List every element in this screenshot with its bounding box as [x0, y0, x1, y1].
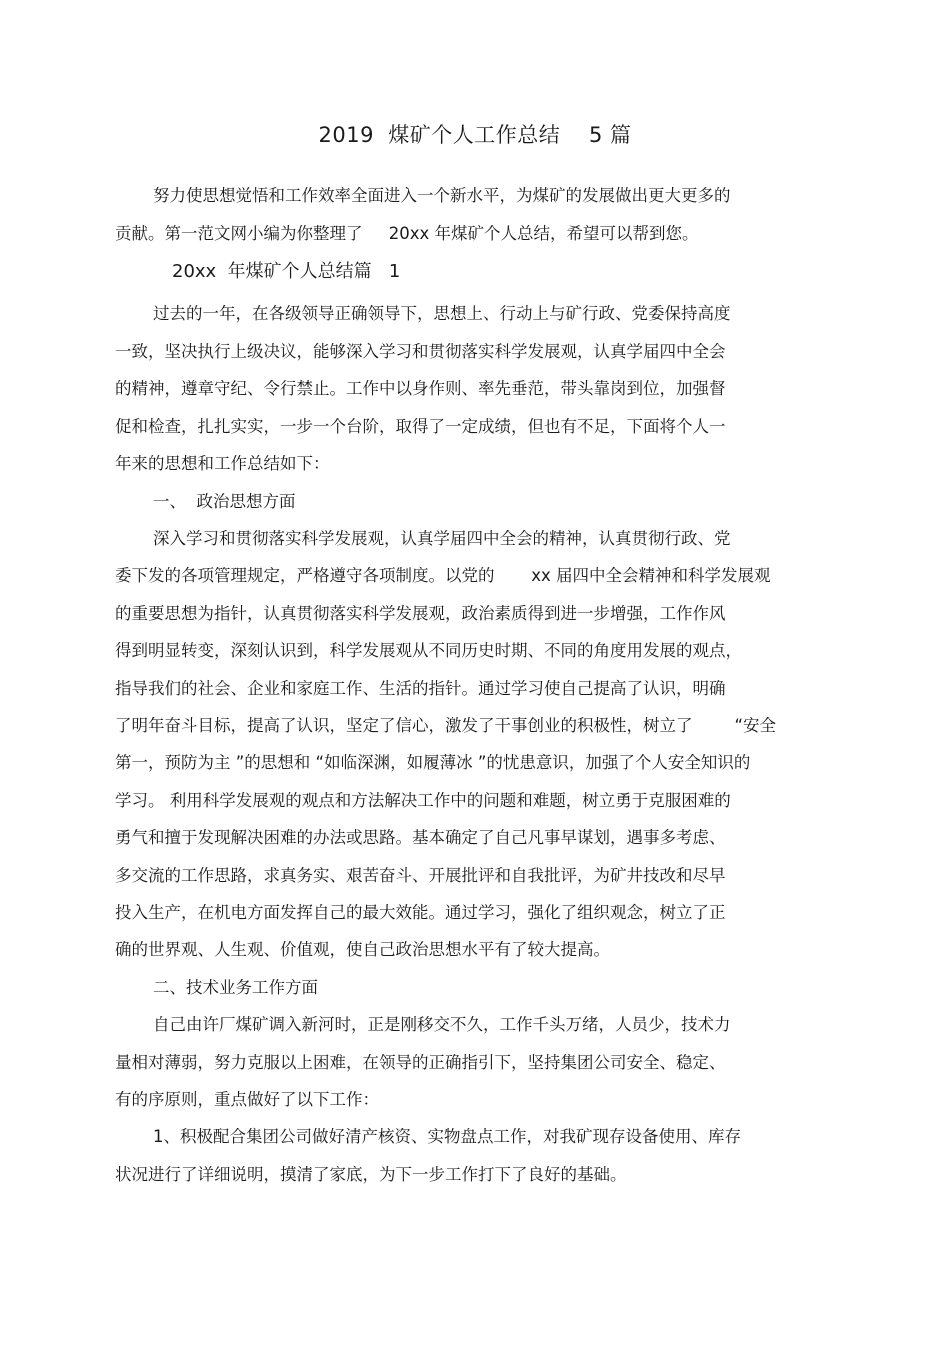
para2-line-2: 委下发的各项管理规定，严格遵守各项制度。以党的 xx 届四中全会精神和科学发展观: [115, 566, 771, 585]
para1-line-3: 的精神，遵章守纪、令行禁止。工作中以身作则、率先垂范，带头靠岗到位，加强督: [115, 379, 726, 398]
para2-line-6: 了明年奋斗目标，提高了认识，坚定了信心，激发了干事创业的积极性，树立了 “安全: [115, 716, 777, 735]
para1-line-5: 年来的思想和工作总结如下：: [115, 454, 330, 473]
intro-line-1: 努力使思想觉悟和工作效率全面进入一个新水平，为煤矿的发展做出更大更多的: [153, 186, 731, 205]
section-title: 20xx 年煤矿个人总结篇 1: [172, 261, 401, 282]
para2-line-1: 深入学习和贯彻落实科学发展观，认真学届四中全会的精神，认真贯彻行政、党: [153, 529, 731, 548]
intro-line-2: 贡献。第一范文网小编为你整理了 20xx 年煤矿个人总结，希望可以帮到您。: [115, 224, 699, 243]
para3-line-2: 量相对薄弱，努力克服以上困难，在领导的正确指引下，坚持集团公司安全、稳定、: [115, 1053, 726, 1072]
heading-political: 一、 政治思想方面: [153, 492, 296, 511]
para2-line-11: 投入生产，在机电方面发挥自己的最大效能。通过学习，强化了组织观念，树立了正: [115, 903, 726, 922]
para3-line-1: 自己由许厂煤矿调入新河时，正是刚移交不久，工作千头万绪，人员少，技术力: [153, 1015, 731, 1034]
para1-line-4: 促和检查，扎扎实实，一步一个台阶，取得了一定成绩，但也有不足，下面将个人一: [115, 417, 726, 436]
para2-line-3: 的重要思想为指针，认真贯彻落实科学发展观，政治素质得到进一步增强，工作作风: [115, 604, 726, 623]
para2-line-4: 得到明显转变，深刻认识到，科学发展观从不同历史时期、不同的角度用发展的观点，: [115, 641, 742, 660]
para2-line-7: 第一，预防为主 ”的思想和 “如临深渊，如履薄冰 ”的忧患意识，加强了个人安全知识的: [115, 753, 751, 772]
para2-line-5: 指导我们的社会、企业和家庭工作、生活的指针。通过学习使自己提高了认识，明确: [115, 679, 726, 698]
para2-line-9: 勇气和擅于发现解决困难的办法或思路。基本确定了自己凡事早谋划，遇事多考虑、: [115, 828, 726, 847]
heading-technical: 二、技术业务工作方面: [153, 978, 318, 997]
para2-line-12: 确的世界观、人生观、价值观，使自己政治思想水平有了较大提高。: [115, 940, 610, 959]
para4-line-1: 1、积极配合集团公司做好清产核资、实物盘点工作，对我矿现存设备使用、库存: [153, 1127, 741, 1146]
para2-line-8: 学习。 利用科学发展观的观点和方法解决工作中的问题和难题，树立勇于克服困难的: [115, 791, 731, 810]
para1-line-1: 过去的一年，在各级领导正确领导下，思想上、行动上与矿行政、党委保持高度: [153, 304, 731, 323]
document-title: 2019 煤矿个人工作总结 5 篇: [318, 123, 632, 147]
para4-line-2: 状况进行了详细说明，摸清了家底，为下一步工作打下了良好的基础。: [115, 1165, 627, 1184]
para2-line-10: 多交流的工作思路，求真务实、艰苦奋斗、开展批评和自我批评，为矿井技改和尽早: [115, 866, 726, 885]
para1-line-2: 一致，坚决执行上级决议，能够深入学习和贯彻落实科学发展观，认真学届四中全会: [115, 342, 726, 361]
para3-line-3: 有的序原则，重点做好了以下工作：: [115, 1090, 379, 1109]
